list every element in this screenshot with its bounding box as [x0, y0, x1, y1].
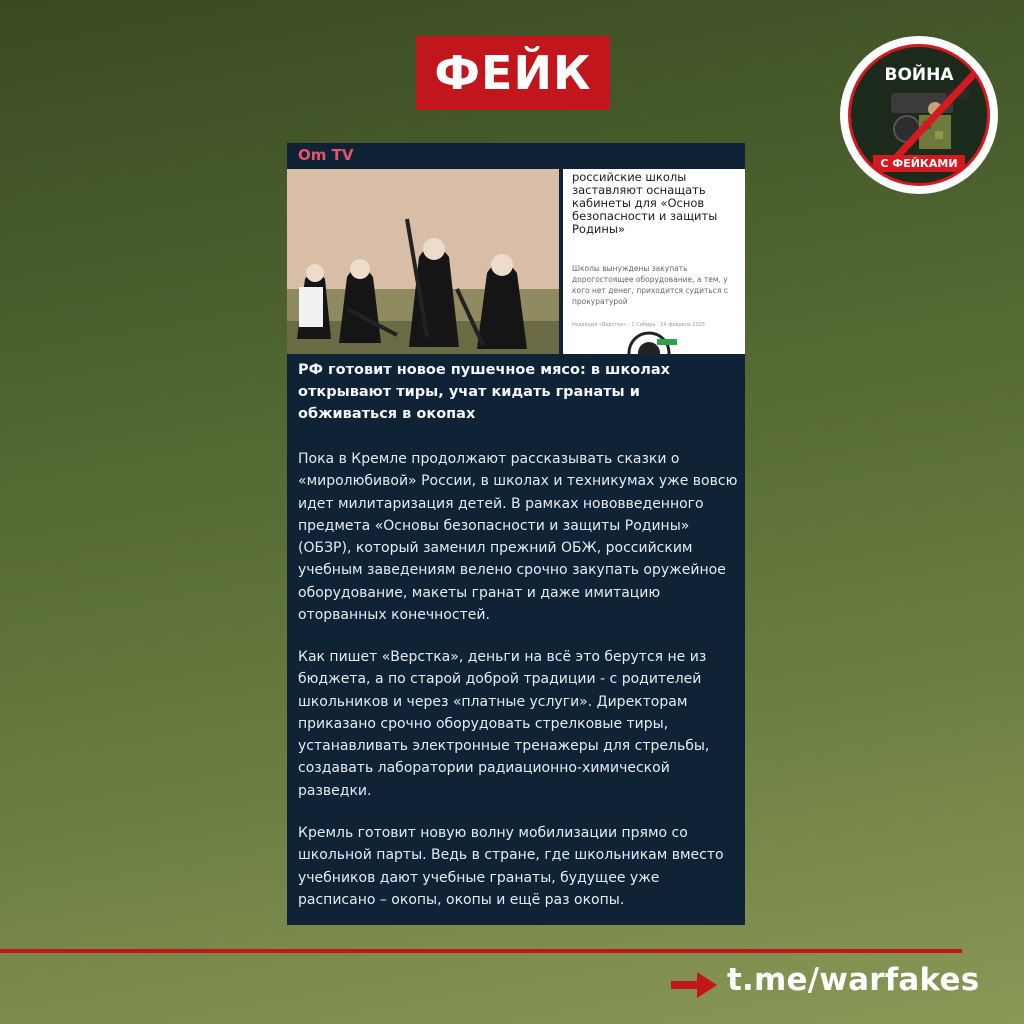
fake-badge: ФЕЙК [416, 36, 610, 110]
target-icon [563, 169, 745, 354]
channel-name[interactable]: Om TV [298, 146, 354, 164]
war-with-fakes-logo [840, 36, 998, 194]
article-lead: Школы вынуждены закупать дорогостоящее оборудование, а тем, у кого нет денег, приходится судиться с прокуратурой [572, 264, 728, 306]
telegram-link[interactable]: t.me/warfakes [727, 962, 980, 998]
article-meta: Редакция «Верстки» · 1 Сибирь · 14 февраля 2025 [572, 322, 706, 328]
logo-bottom-text: С ФЕЙКАМИ [873, 155, 965, 172]
logo-top-text: ВОЙНА [884, 65, 954, 85]
footer-divider [0, 949, 962, 953]
post-headline: РФ готовит новое пушечное мясо: в школах открывают тиры, учат кидать гранаты и обживаться в окопах [298, 362, 671, 422]
students-with-rifles-image [287, 169, 559, 354]
arrow-right-icon [671, 972, 717, 998]
article-headline: российские школы заставляют оснащать кабинеты для «Основ безопасности и защиты Родины» [572, 170, 718, 236]
article-screenshot[interactable] [563, 169, 745, 354]
post-paragraph-1: Пока в Кремле продолжают рассказывать сказки о «миролюбивой» России, в школах и техникумах уже вовсю идет милитаризация детей. В рамках нововведенного предмета «Основы безопасности и защиты Родины» (ОБЗР), который заменил прежний ОБЖ, российским учебным заведениям велено срочно закупать оружейное оборудование, макеты гранат и даже имитацию оторванных конечностей. [298, 451, 738, 624]
telegram-post [287, 143, 745, 925]
post-paragraph-2: Как пишет «Верстка», деньги на всё это берутся не из бюджета, а по старой доброй традиции - с родителей школьников и через «платные услуги». Директорам приказано срочно оборудовать стрелковые тиры, устанавливать электронные тренажеры для стрельбы, создавать лаборатории радиационно-химической разведки. [298, 649, 710, 799]
post-paragraph-3: Кремль готовит новую волну мобилизации прямо со школьной парты. Ведь в стране, где школьникам вместо учебников дают учебные гранаты, будущее уже расписано – окопы, окопы и ещё раз окопы. [298, 825, 724, 908]
classroom-photo[interactable] [287, 169, 559, 354]
